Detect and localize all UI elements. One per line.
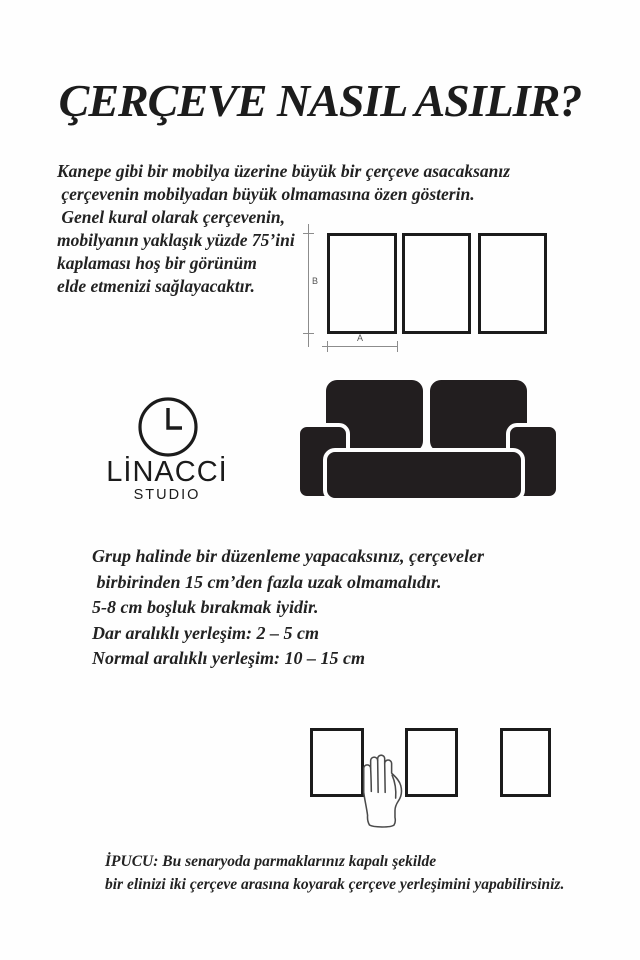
dimension-tick: [327, 341, 328, 352]
dimension-tick: [303, 333, 314, 334]
frame-rect-small-1: [310, 728, 364, 797]
rules-line: Normal aralıklı yerleşim: 10 – 15 cm: [92, 648, 365, 668]
rules-line: birbirinden 15 cm’den fazla uzak olmamalıdır.: [92, 571, 442, 592]
intro-line: kaplaması hoş bir görünüm: [57, 253, 257, 273]
tip-line: İPUCU: Bu senaryoda parmaklarınız kapalı şekilde: [105, 853, 437, 870]
frame-rect-small-3: [500, 728, 551, 797]
intro-line: Kanepe gibi bir mobilya üzerine büyük bir çerçeve asacaksanız: [57, 161, 511, 181]
spacing-rules-paragraph: [92, 544, 484, 672]
tip-line: bir elinizi iki çerçeve arasına koyarak çerçeve yerleşimini yapabilirsiniz.: [105, 876, 565, 893]
rules-line: 5-8 cm boşluk bırakmak iyidir.: [92, 597, 319, 617]
dimension-tick: [397, 341, 398, 352]
sofa-icon: [292, 372, 564, 504]
intro-line: elde etmenizi sağlayacaktır.: [57, 276, 255, 296]
width-dimension-line: [322, 346, 398, 347]
brand-name: LİNACCİ: [106, 456, 228, 488]
frame-rect-large-3: [478, 233, 547, 334]
height-dimension-line: [308, 224, 309, 347]
width-dimension-label: A: [357, 333, 364, 343]
hand-icon: [357, 749, 407, 828]
rules-line: Dar aralıklı yerleşim: 2 – 5 cm: [92, 622, 319, 643]
tip-paragraph: [105, 850, 564, 896]
frame-rect-large-1: [327, 233, 397, 334]
clock-icon: [136, 395, 200, 459]
intro-line: mobilyanın yaklaşık yüzde 75’ini: [57, 230, 295, 250]
intro-line: Genel kural olarak çerçevenin,: [57, 207, 285, 227]
frame-rect-small-2: [405, 728, 458, 797]
rules-line: Grup halinde bir düzenleme yapacaksınız, çerçeveler: [92, 546, 484, 566]
frame-rect-large-2: [402, 233, 471, 334]
dimension-tick: [303, 233, 314, 234]
brand-subtitle: STUDIO: [133, 487, 201, 503]
height-dimension-label: B: [312, 276, 319, 286]
intro-line: çerçevenin mobilyadan büyük olmamasına özen gösterin.: [57, 184, 475, 204]
page-title: ÇERÇEVE NASIL ASILIR?: [58, 75, 582, 126]
